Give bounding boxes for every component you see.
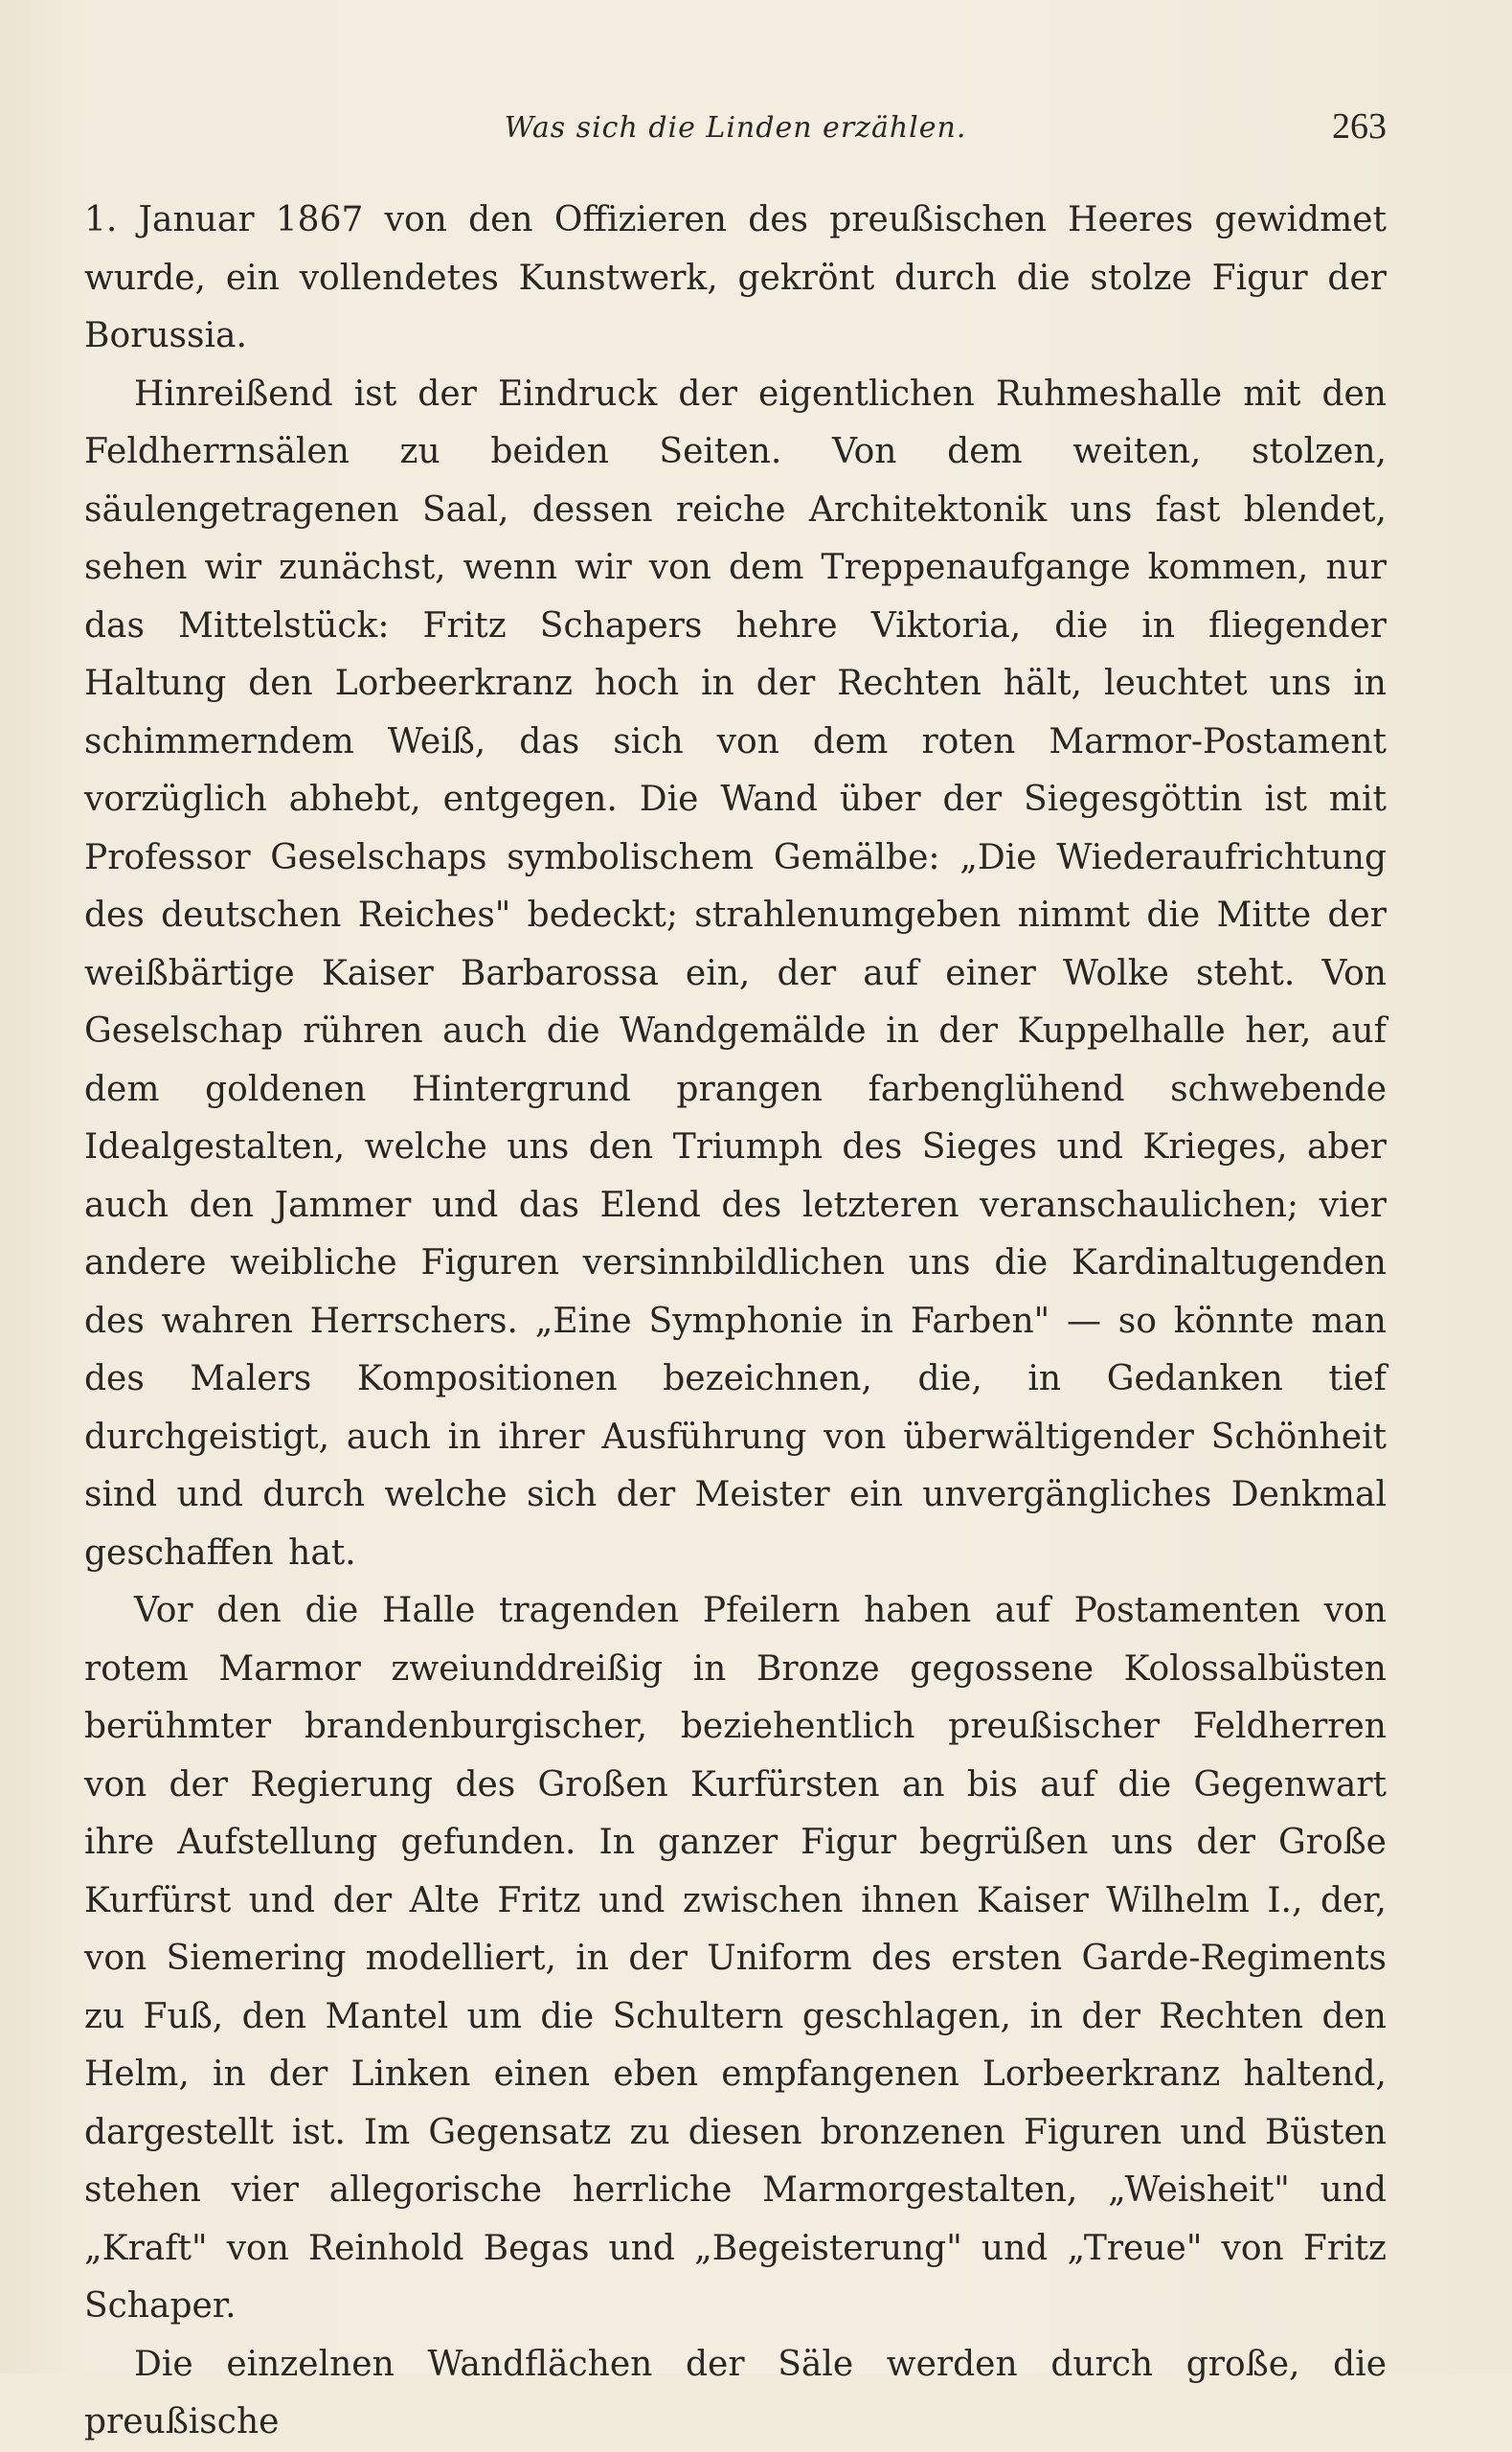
paragraph-continuation: 1. Januar 1867 von den Offizieren des preußischen Heeres gewidmet wurde, ein vollendetes Kunstwerk, gekrönt durch die stolze Figur der Borussia.	[84, 200, 1387, 355]
body-text	[84, 192, 1387, 2452]
page-header	[84, 105, 1387, 153]
page-number: 263	[1332, 106, 1387, 147]
paragraph-wandflaechen: Die einzelnen Wandflächen der Säle werden durch große, die preußische	[84, 2344, 1387, 2441]
running-title: Was sich die Linden erzählen.	[504, 111, 967, 145]
paragraph-ruhmeshalle: Hinreißend ist der Eindruck der eigentlichen Ruhmeshalle mit den Feldherrnsälen zu beiden Seiten. Von dem weiten, stolzen, säulengetragenen Saal, dessen reiche Architektonik uns fast blendet, sehen wir zunächst, wenn wir von dem Treppenaufgange kommen, nur das Mittelstück: Fritz Schapers hehre Viktoria, die in fliegender Haltung den Lorbeerkranz hoch in der Rechten hält, leuchtet uns in schimmerndem Weiß, das sich von dem roten Marmor-Postament vorzüglich abhebt, entgegen. Die Wand über der Siegesgöttin ist mit Professor Geselschaps symbolischem Gemälbe: „Die Wiederaufrichtung des deutschen Reiches" bedeckt; strahlenumgeben nimmt die Mitte der weißbärtige Kaiser Barbarossa ein, der auf einer Wolke steht. Von Geselschap rühren auch die Wandgemälde in der Kuppelhalle her, auf dem goldenen Hintergrund prangen farbenglühend schwebende Idealgestalten, welche uns den Triumph des Sieges und Krieges, aber auch den Jammer und das Elend des letzteren veranschaulichen; vier andere weibliche Figuren versinnbildlichen uns die Kardinaltugenden des wahren Herrschers. „Eine Symphonie in Farben" — so könnte man des Malers Kompositionen bezeichnen, die, in Gedanken tief durchgeistigt, auch in ihrer Ausführung von überwältigender Schönheit sind und durch welche sich der Meister ein unvergängliches Denkmal geschaffen hat.	[84, 374, 1387, 1573]
paragraph-feldherren: Vor den die Halle tragenden Pfeilern haben auf Postamenten von rotem Marmor zweiunddreißig in Bronze gegossene Kolossalbüsten berühmter brandenburgischer, beziehentlich preußischer Feldherren von der Regierung des Großen Kurfürsten an bis auf die Gegenwart ihre Aufstellung gefunden. In ganzer Figur begrüßen uns der Große Kurfürst und der Alte Fritz und zwischen ihnen Kaiser Wilhelm I., der, von Siemering modelliert, in der Uniform des ersten Garde-Regiments zu Fuß, den Mantel um die Schultern geschlagen, in der Rechten den Helm, in der Linken einen eben empfangenen Lorbeerkranz haltend, dargestellt ist. Im Gegensatz zu diesen bronzenen Figuren und Büsten stehen vier allegorische herrliche Marmorgestalten, „Weisheit" und „Kraft" von Reinhold Begas und „Begeisterung" und „Treue" von Fritz Schaper.	[84, 1591, 1387, 2326]
